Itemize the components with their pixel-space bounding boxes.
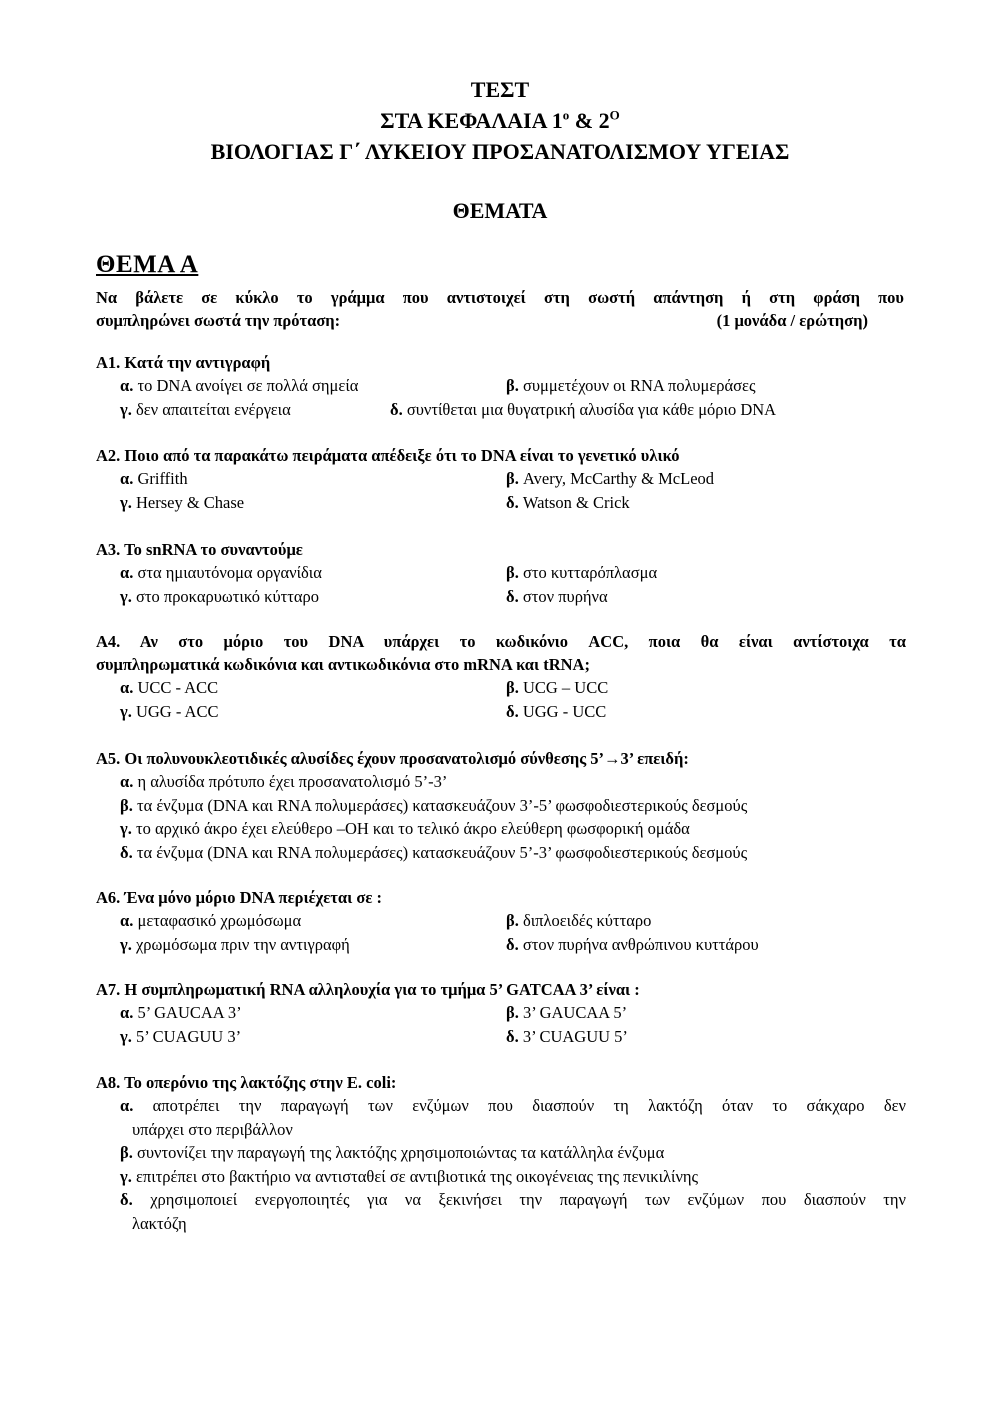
option-letter: δ. <box>506 586 519 606</box>
option-letter: β. <box>506 911 519 930</box>
option-letter: γ. <box>120 399 132 419</box>
question-a8 <box>96 1071 906 1235</box>
option-letter: α. <box>120 1003 134 1022</box>
answer-row <box>96 676 906 700</box>
option-text: τα ένζυμα (DNA και RNA πολυμεράσες) κατασκευάζουν 5’-3’ φωσφοδιεστερικούς δεσμούς <box>132 842 748 862</box>
option-letter: γ. <box>120 819 132 838</box>
question-title: Α8. Το οπερόνιο της λακτόζης στην E. coli: <box>96 1073 397 1092</box>
option-d[interactable] <box>96 1188 906 1212</box>
instructions <box>96 286 904 332</box>
instruction-text: συμπληρώνει σωστά την πρόταση: <box>96 311 341 330</box>
option-text: διπλοειδές κύτταρο <box>518 911 652 930</box>
option-text: χρησιμοποιεί ενεργοποιητές για να ξεκινήσει την παραγωγή των ενζύμων που διασπούν την <box>132 1190 906 1209</box>
option-letter: β. <box>506 1003 519 1022</box>
option-text: Griffith <box>133 469 188 488</box>
answer-row <box>96 1001 906 1025</box>
option-text: στο προκαρυωτικό κύτταρο <box>131 586 320 606</box>
option-text: συντίθεται μια θυγατρική αλυσίδα για κάθε μόριο DNA <box>402 399 777 419</box>
answer-row <box>96 561 906 585</box>
option-d[interactable] <box>506 491 630 515</box>
option-letter: γ. <box>120 492 132 512</box>
option-d[interactable] <box>506 700 606 724</box>
option-b[interactable] <box>506 909 651 933</box>
option-letter: β. <box>120 795 133 815</box>
option-c[interactable] <box>120 700 506 724</box>
option-a[interactable] <box>120 467 506 491</box>
option-a[interactable] <box>96 1094 906 1118</box>
answer-row <box>96 467 906 491</box>
option-c[interactable] <box>96 1165 906 1189</box>
option-letter: δ. <box>506 934 519 954</box>
title-sup-2: Ο <box>609 107 620 123</box>
option-letter: γ. <box>120 934 132 954</box>
option-b[interactable] <box>506 561 657 585</box>
option-c[interactable] <box>120 933 506 957</box>
option-letter: γ. <box>120 701 132 721</box>
question-a2 <box>96 444 906 514</box>
option-b[interactable] <box>506 374 756 398</box>
question-title-line-2: συμπληρωματικά κωδικόνια και αντικωδικόνια στο mRNA και tRNA; <box>96 655 590 674</box>
answer-row <box>96 700 906 724</box>
option-text: η αλυσίδα πρότυπο έχει προσανατολισμό 5’-3’ <box>133 772 448 791</box>
option-text: στον πυρήνα ανθρώπινου κυττάρου <box>518 934 759 954</box>
option-c[interactable] <box>120 491 506 515</box>
question-title: Α1. Κατά την αντιγραφή <box>96 353 271 372</box>
answer-row <box>96 933 906 957</box>
option-text: 5’ GAUCAA 3’ <box>133 1003 242 1022</box>
option-letter: γ. <box>120 1026 132 1046</box>
title-sup-1: ο <box>562 107 570 123</box>
option-letter: β. <box>120 1143 133 1162</box>
option-d-continuation: λακτόζη <box>132 1213 187 1233</box>
instruction-line-2 <box>96 309 904 332</box>
section-heading: ΘΕΜΑ Α <box>96 251 199 278</box>
question-title: Α7. Η συμπληρωματική RNA αλληλουχία για το τμήμα 5’ GATCAA 3’ είναι : <box>96 980 640 999</box>
option-b[interactable] <box>96 1141 906 1165</box>
option-letter: β. <box>506 678 519 697</box>
option-text: συντονίζει την παραγωγή της λακτόζης χρησιμοποιώντας τα κατάλληλα ένζυμα <box>132 1143 665 1162</box>
option-letter: α. <box>120 1096 134 1115</box>
option-d[interactable] <box>506 933 759 957</box>
option-letter: β. <box>506 376 519 395</box>
option-a[interactable] <box>120 676 506 700</box>
question-title: Α5. Οι πολυνουκλεοτιδικές αλυσίδες έχουν προσανατολισμό σύνθεσης 5’→3’ επειδή: <box>96 749 689 768</box>
option-letter: α. <box>120 678 134 697</box>
option-d[interactable] <box>390 398 776 422</box>
option-text: Avery, McCarthy & McLeod <box>518 469 715 488</box>
answer-row <box>96 1025 906 1049</box>
points-label: (1 μονάδα / ερώτηση) <box>716 311 868 330</box>
question-title: Α3. Το snRNA το συναντούμε <box>96 540 303 559</box>
option-d[interactable] <box>506 585 608 609</box>
subject-heading: ΘΕΜΑΤΑ <box>452 198 548 223</box>
answer-row <box>96 374 906 398</box>
option-text: επιτρέπει στο βακτήριο να αντισταθεί σε αντιβιοτικά της οικογένειας της πενικιλίνης <box>131 1166 699 1186</box>
option-letter: α. <box>120 376 134 395</box>
option-b[interactable] <box>506 467 714 491</box>
option-text: στο κυτταρόπλασμα <box>518 563 658 582</box>
option-text: συμμετέχουν οι RNA πολυμεράσες <box>518 376 756 395</box>
option-a[interactable] <box>120 561 506 585</box>
title-line-2-text: ΣΤΑ ΚΕΦΑΛΑΙΑ 1 <box>380 108 563 133</box>
answer-row <box>96 491 906 515</box>
question-title: Α6. Ένα μόνο μόριο DNA περιέχεται σε : <box>96 888 382 907</box>
question-title-line-1: Α4. Αν στο μόριο του DNA υπάρχει το κωδικόνιο ACC, ποια θα είναι αντίστοιχα τα <box>96 632 906 651</box>
question-a1 <box>96 351 906 421</box>
option-letter: γ. <box>120 1166 132 1186</box>
option-b[interactable] <box>506 676 608 700</box>
option-a[interactable] <box>120 1001 506 1025</box>
option-text: Watson & Crick <box>518 492 630 512</box>
option-text: το αρχικό άκρο έχει ελεύθερο –ΟΗ και το τελικό άκρο ελεύθερη φωσφορική ομάδα <box>131 819 690 838</box>
option-b[interactable] <box>96 794 906 818</box>
option-letter: δ. <box>506 1026 519 1046</box>
option-letter: β. <box>506 469 519 488</box>
title-line-2-mid: & 2 <box>569 108 610 133</box>
option-text: αποτρέπει την παραγωγή των ενζύμων που διασπούν τη λακτόζη όταν το σάκχαρο δεν <box>133 1096 906 1115</box>
title-line-3: ΒΙΟΛΟΓΙΑΣ Γ΄ ΛΥΚΕΙΟΥ ΠΡΟΣΑΝΑΤΟΛΙΣΜΟΥ ΥΓΕΙΑΣ <box>210 139 790 164</box>
option-a[interactable] <box>120 909 506 933</box>
option-text: χρωμόσωμα πριν την αντιγραφή <box>131 934 350 954</box>
option-letter: δ. <box>506 701 519 721</box>
option-letter: α. <box>120 469 134 488</box>
option-text: στα ημιαυτόνομα οργανίδια <box>133 563 322 582</box>
question-title: Α2. Ποιο από τα παρακάτω πειράματα απέδειξε ότι το DNA είναι το γενετικό υλικό <box>96 446 680 465</box>
option-text: 3’ CUAGUU 5’ <box>518 1026 628 1046</box>
option-text: UGG - UCC <box>518 701 607 721</box>
option-text: στον πυρήνα <box>518 586 608 606</box>
title-line-2 <box>0 105 1000 136</box>
option-letter: α. <box>120 911 134 930</box>
option-letter: δ. <box>120 1190 133 1209</box>
option-a[interactable] <box>120 374 506 398</box>
option-text: 3’ GAUCAA 5’ <box>518 1003 628 1022</box>
answer-row <box>96 909 906 933</box>
option-c[interactable] <box>120 1025 506 1049</box>
answer-row <box>96 398 906 422</box>
question-a3 <box>96 538 906 608</box>
option-letter: γ. <box>120 586 132 606</box>
option-letter: δ. <box>120 842 133 862</box>
option-text: τα ένζυμα (DNA και RNA πολυμεράσες) κατασκευάζουν 3’-5’ φωσφοδιεστερικούς δεσμούς <box>132 795 748 815</box>
option-d[interactable] <box>506 1025 628 1049</box>
document-title <box>0 74 1000 167</box>
option-letter: α. <box>120 772 134 791</box>
answer-row <box>96 585 906 609</box>
title-line-1: ΤΕΣΤ <box>470 77 530 102</box>
option-a-continuation: υπάρχει στο περιβάλλον <box>132 1119 293 1139</box>
option-a[interactable] <box>96 770 906 794</box>
option-text: UCG – UCC <box>518 678 609 697</box>
option-c[interactable] <box>120 585 506 609</box>
option-c[interactable] <box>120 398 390 422</box>
option-text: UGG - ACC <box>131 701 219 721</box>
question-a5 <box>96 747 906 864</box>
option-text: το DNA ανοίγει σε πολλά σημεία <box>133 376 359 395</box>
option-text: δεν απαιτείται ενέργεια <box>131 399 291 419</box>
option-letter: δ. <box>506 492 519 512</box>
question-a4 <box>96 630 906 723</box>
option-text: UCC - ACC <box>133 678 219 697</box>
option-letter: α. <box>120 563 134 582</box>
option-c[interactable] <box>96 817 906 841</box>
option-letter: β. <box>506 563 519 582</box>
option-text: μεταφασικό χρωμόσωμα <box>133 911 302 930</box>
question-a6 <box>96 886 906 956</box>
option-b[interactable] <box>506 1001 627 1025</box>
instruction-line-1: Να βάλετε σε κύκλο το γράμμα που αντιστοιχεί στη σωστή απάντηση ή στη φράση που <box>96 288 904 307</box>
option-text: Hersey & Chase <box>131 492 245 512</box>
question-a7 <box>96 978 906 1048</box>
option-letter: δ. <box>390 399 403 419</box>
option-text: 5’ CUAGUU 3’ <box>131 1026 242 1046</box>
option-d[interactable] <box>96 841 906 865</box>
